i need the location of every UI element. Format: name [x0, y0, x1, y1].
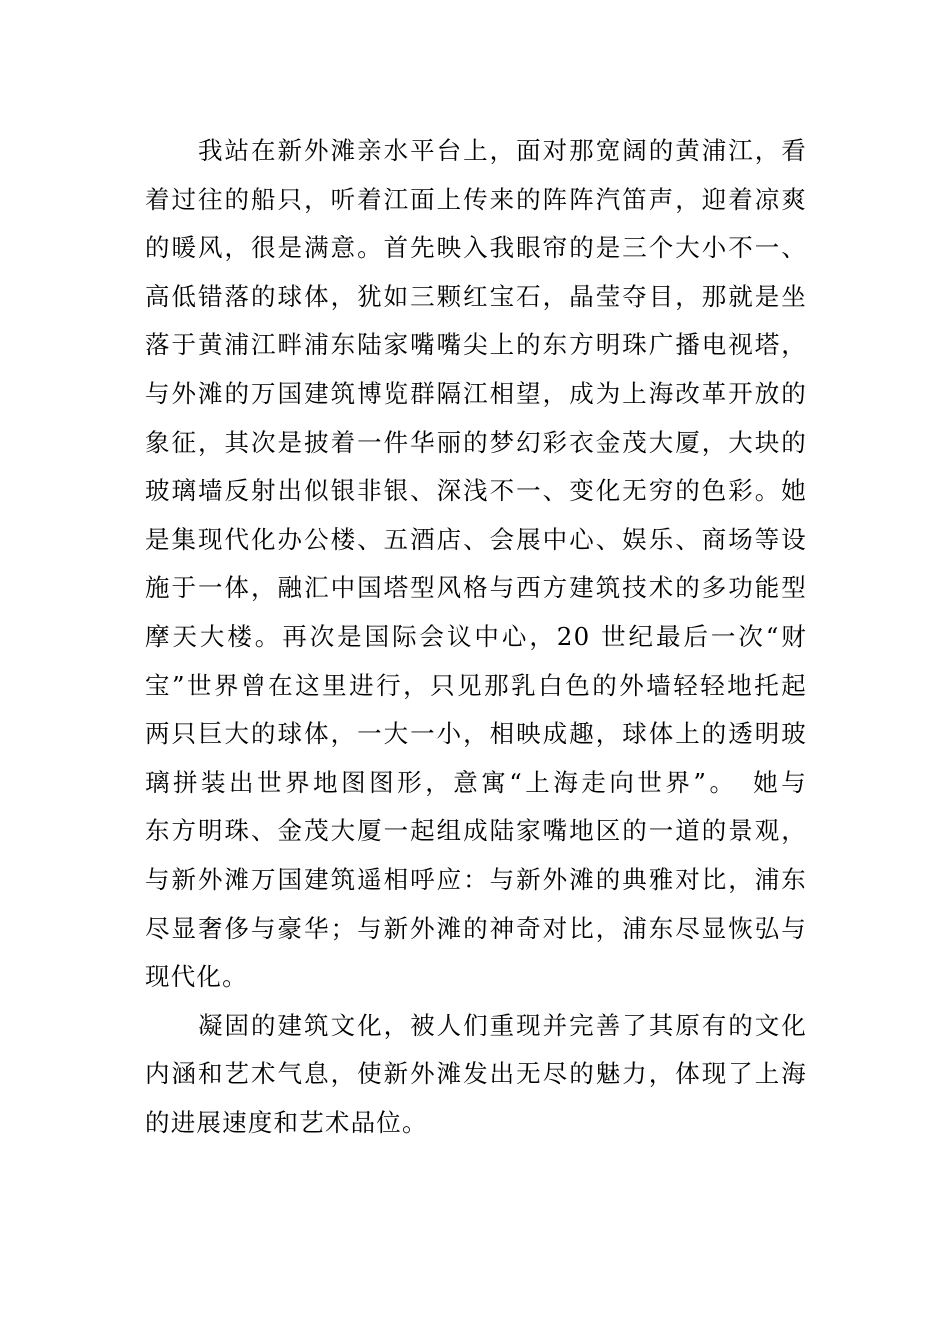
paragraph-line: 落于黄浦江畔浦东陆家嘴嘴尖上的东方明珠广播电视塔， [145, 330, 807, 360]
paragraph-line: 是集现代化办公楼、五酒店、会展中心、娱乐、商场等设 [145, 524, 807, 554]
paragraph-line: 内涵和艺术气息，使新外滩发出无尽的魅力，体现了上海 [145, 1059, 807, 1089]
paragraph-line: 尽显奢侈与豪华；与新外滩的神奇对比，浦东尽显恢弘与 [145, 913, 807, 943]
paragraph-line: 与新外滩万国建筑遥相呼应：与新外滩的典雅对比，浦东 [145, 864, 807, 894]
paragraph-2 [145, 1002, 807, 1148]
paragraph-line: 璃拼装出世界地图图形，意寓“上海走向世界”。 她与 [145, 767, 807, 797]
paragraph-line: 象征，其次是披着一件华丽的梦幻彩衣金茂大厦，大块的 [145, 427, 807, 457]
paragraph-line: 着过往的船只，听着江面上传来的阵阵汽笛声，迎着凉爽 [145, 184, 807, 214]
paragraph-line: 的进展速度和艺术品位。 [145, 1107, 428, 1137]
paragraph-line: 与外滩的万国建筑博览群隔江相望，成为上海改革开放的 [145, 378, 807, 408]
paragraph-line: 东方明珠、金茂大厦一起组成陆家嘴地区的一道的景观， [145, 816, 807, 846]
paragraph-line: 的暖风，很是满意。首先映入我眼帘的是三个大小不一、 [145, 233, 807, 263]
paragraph-line: 两只巨大的球体，一大一小，相映成趣，球体上的透明玻 [145, 719, 807, 749]
paragraph-line: 玻璃墙反射出似银非银、深浅不一、变化无穷的色彩。她 [145, 476, 807, 506]
paragraph-line: 摩天大楼。再次是国际会议中心，20 世纪最后一次“财 [145, 621, 807, 651]
document-body [145, 127, 807, 1147]
paragraph-line: 宝”世界曾在这里进行，只见那乳白色的外墙轻轻地托起 [145, 670, 807, 700]
paragraph-line: 现代化。 [145, 962, 248, 992]
paragraph-1 [145, 127, 807, 1002]
paragraph-line: 高低错落的球体，犹如三颗红宝石，晶莹夺目，那就是坐 [145, 281, 807, 311]
paragraph-line: 施于一体，融汇中国塔型风格与西方建筑技术的多功能型 [145, 573, 807, 603]
paragraph-line: 凝固的建筑文化，被人们重现并完善了其原有的文化 [198, 1010, 807, 1040]
paragraph-line: 我站在新外滩亲水平台上，面对那宽阔的黄浦江，看 [198, 136, 807, 165]
